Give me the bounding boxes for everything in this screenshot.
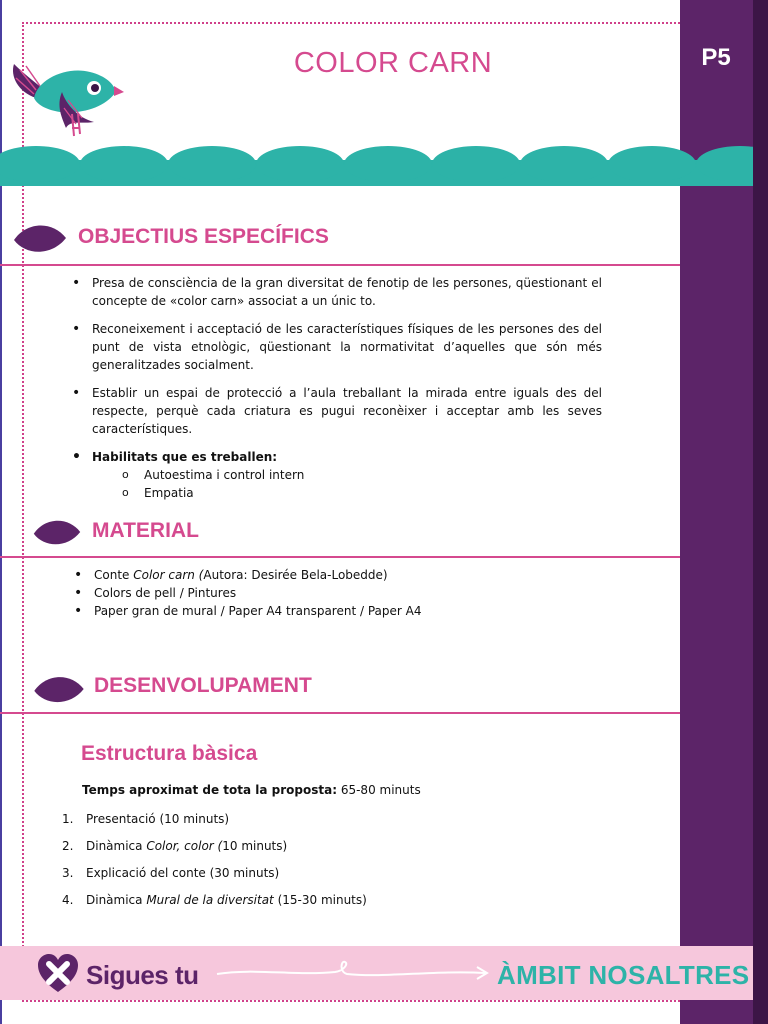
list-item: • Establir un espai de protecció a l’aula treballant la mirada entre iguals des del respecte, perquè cada criatura es pugui reconèixer i acceptar amb les seves característiques. xyxy=(70,384,602,438)
skills-label: Habilitats que es treballen: xyxy=(92,450,278,464)
section-material-header xyxy=(0,508,680,564)
sub-list-item: o Empatia xyxy=(92,484,602,502)
step-number: 1. xyxy=(62,812,74,826)
level-badge: P5 xyxy=(701,44,731,71)
section-divider xyxy=(0,556,680,558)
step-number: 2. xyxy=(62,839,74,853)
side-band-edge xyxy=(753,0,768,1024)
step-item xyxy=(62,891,582,909)
step-title: Color, color ( xyxy=(146,839,223,853)
time-estimate xyxy=(82,781,602,799)
step-text: Dinàmica xyxy=(86,893,147,907)
step-text: Dinàmica xyxy=(86,839,147,853)
section-desenvolupament-header xyxy=(0,664,680,720)
leaf-icon xyxy=(32,514,82,550)
step-item xyxy=(62,864,582,882)
list-item: • Reconeixement i acceptació de les característiques físiques de les persones des del punt de vista etnològic, qüestionant la normativitat d’aquelles que són més generalitzades socialment. xyxy=(70,320,602,374)
time-label: Temps aproximat de tota la proposta: xyxy=(82,783,338,797)
time-value: 65-80 minuts xyxy=(337,783,421,797)
step-text: (15-30 minuts) xyxy=(273,893,367,907)
step-text: Presentació (10 minuts) xyxy=(86,812,230,826)
heart-x-logo-icon xyxy=(36,952,80,996)
leaf-icon xyxy=(32,670,86,708)
step-number: 3. xyxy=(62,866,74,880)
material-list-block xyxy=(72,566,612,620)
page-title: COLOR CARN xyxy=(293,47,493,79)
list-item xyxy=(72,566,612,584)
section-desenvolupament-title: DESENVOLUPAMENT xyxy=(94,674,312,697)
section-objectius-title: OBJECTIUS ESPECÍFICS xyxy=(78,225,329,248)
section-divider xyxy=(0,264,680,266)
list-item: • Presa de consciència de la gran diversitat de fenotip de les persones, qüestionant el concepte de «color carn» associat a un únic to. xyxy=(70,274,602,310)
bird-icon xyxy=(8,58,124,140)
section-objectius-header xyxy=(0,214,680,270)
list-item: • Colors de pell / Pintures xyxy=(72,584,612,602)
list-item: • Paper gran de mural / Paper A4 transparent / Paper A4 xyxy=(72,602,612,620)
list-item-skills xyxy=(70,448,602,502)
material-item-text: Autora: Desirée Bela-Lobedde) xyxy=(203,568,388,582)
step-item xyxy=(62,837,582,855)
material-item-title: Color carn ( xyxy=(133,568,204,582)
sub-list-item: o Autoestima i control intern xyxy=(92,466,602,484)
step-text: 10 minuts) xyxy=(222,839,288,853)
step-title: Mural de la diversitat xyxy=(146,893,274,907)
wave-band xyxy=(0,138,753,186)
steps-list-block xyxy=(62,810,582,918)
footer-brand: Sigues tu xyxy=(86,960,199,990)
step-item xyxy=(62,810,582,828)
step-number: 4. xyxy=(62,893,74,907)
objectius-list-block xyxy=(70,274,602,502)
footer-ambit: ÀMBIT NOSALTRES xyxy=(497,960,750,990)
arrow-icon xyxy=(215,958,495,988)
step-text: Explicació del conte (30 minuts) xyxy=(86,866,280,880)
subsection-title: Estructura bàsica xyxy=(81,742,258,765)
material-item-text: Conte xyxy=(94,568,134,582)
section-material-title: MATERIAL xyxy=(92,519,199,542)
section-divider xyxy=(0,712,680,714)
leaf-icon xyxy=(12,218,68,258)
